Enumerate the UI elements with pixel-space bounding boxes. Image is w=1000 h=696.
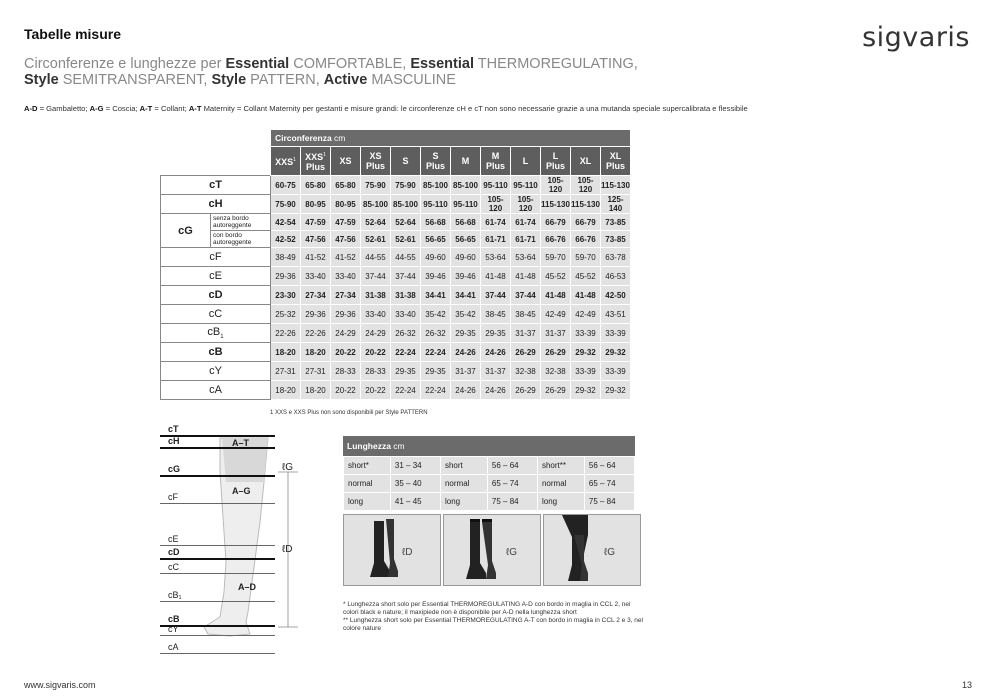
- table-cell: 95-110: [511, 176, 541, 195]
- table-cell: 61-74: [511, 214, 541, 231]
- table-cell: 85-100: [391, 195, 421, 214]
- table-cell: 37-44: [481, 286, 511, 305]
- table-cell: 73-85: [601, 214, 631, 231]
- table-cell: 125-140: [601, 195, 631, 214]
- table-row: [161, 286, 631, 305]
- table-cell: 105-120: [541, 176, 571, 195]
- table-row: [344, 493, 635, 511]
- stocking-ad-icon: [344, 515, 440, 585]
- table-cell: 24-26: [481, 343, 511, 362]
- table-cell: 85-100: [361, 195, 391, 214]
- table-cell: 29-36: [301, 305, 331, 324]
- length-label-lg: ℓG: [282, 462, 294, 473]
- table-cell: 37-44: [361, 267, 391, 286]
- table-cell: 28-33: [361, 362, 391, 381]
- table-cell: 31-37: [481, 362, 511, 381]
- size-header: M: [451, 147, 481, 176]
- table-cell: 85-100: [451, 176, 481, 195]
- subtitle-part: Active: [323, 72, 368, 88]
- note-1: * Lunghezza short solo per Essential THERMOREGULATING A-D con bordo in maglia in CCL 2, nei colori black e nature; il maxipiede non è disponibile per A-D nella lunghezza short: [343, 601, 631, 616]
- table-cell: 65-80: [331, 176, 361, 195]
- table-cell: long: [344, 493, 391, 511]
- table-cell: 34-41: [421, 286, 451, 305]
- table-cell: 33-39: [571, 362, 601, 381]
- table-cell: 18-20: [271, 381, 301, 400]
- legend-text: = Gambaletto;: [37, 104, 90, 113]
- table-row: [344, 475, 635, 493]
- size-header: XS Plus: [361, 147, 391, 176]
- leg-measurement-diagram: [160, 422, 310, 656]
- table-cell: 59-70: [571, 248, 601, 267]
- size-header: XXS$^1$ Plus: [301, 147, 331, 176]
- table-cell: 25-32: [271, 305, 301, 324]
- circumference-table: [160, 129, 631, 400]
- table-cell: 95-110: [451, 195, 481, 214]
- table-cell: 38-45: [481, 305, 511, 324]
- table-cell: 75-90: [271, 195, 301, 214]
- table-row: [161, 324, 631, 343]
- table-cell: 115-130: [601, 176, 631, 195]
- table-cell: 39-46: [421, 267, 451, 286]
- table-cell: 20-22: [361, 381, 391, 400]
- table-cell: 31 – 34: [390, 457, 440, 475]
- table-cell: 26-32: [391, 324, 421, 343]
- table-cell: 61-71: [481, 231, 511, 248]
- brand-logo: sigvaris: [862, 22, 970, 53]
- legend-key: A-D: [24, 104, 38, 113]
- table-cell: 27-34: [331, 286, 361, 305]
- table-cell: 18-20: [301, 343, 331, 362]
- length-notes: [343, 601, 643, 633]
- table-cell: 44-55: [361, 248, 391, 267]
- table-row: [161, 214, 631, 231]
- table-cell: 41-48: [511, 267, 541, 286]
- measure-label: cA: [168, 642, 179, 652]
- table-cell: 66-76: [541, 231, 571, 248]
- table-cell: 56 – 64: [487, 457, 537, 475]
- size-header: S Plus: [421, 147, 451, 176]
- subtitle-part: Style: [211, 72, 247, 88]
- table-cell: 115-130: [541, 195, 571, 214]
- table-cell: 38-49: [271, 248, 301, 267]
- table-cell: 37-44: [511, 286, 541, 305]
- table-cell: 41-48: [541, 286, 571, 305]
- table-cell: 75-90: [391, 176, 421, 195]
- row-sublabel: senza bordo autoreggente: [211, 214, 271, 231]
- table-cell: 49-60: [451, 248, 481, 267]
- table-row: [161, 231, 631, 248]
- measure-line: [160, 653, 275, 654]
- table-cell: 18-20: [301, 381, 331, 400]
- table-cell: 33-40: [331, 267, 361, 286]
- table-row: [161, 195, 631, 214]
- subtitle-part: PATTERN,: [246, 72, 324, 88]
- table-cell: 27-34: [301, 286, 331, 305]
- measure-label: cG: [168, 464, 181, 474]
- size-header: XL: [571, 147, 601, 176]
- table-cell: 33-40: [391, 305, 421, 324]
- measure-line: [160, 635, 275, 636]
- table-row: [161, 381, 631, 400]
- length-table-title: [343, 436, 635, 456]
- table-cell: 29-32: [571, 343, 601, 362]
- table-cell: 105-120: [571, 176, 601, 195]
- figure-label: ℓD: [402, 547, 413, 558]
- measure-label: cD: [168, 547, 180, 557]
- segment-label-ad: A–D: [238, 582, 257, 592]
- table-cell: 59-70: [541, 248, 571, 267]
- table-cell: 65 – 74: [584, 475, 634, 493]
- measure-line: [160, 475, 275, 477]
- legend-text: Maternity = Collant Maternity per gestanti e misure grandi: le circonferenze cH e cT non sono necessarie grazie a una mutanda speciale supercalibrata e flessibile: [201, 104, 748, 113]
- table-cell: 80-95: [331, 195, 361, 214]
- segment-label-ag: A–G: [232, 486, 251, 496]
- row-label: cB: [161, 343, 271, 362]
- table-cell: 18-20: [271, 343, 301, 362]
- abbreviation-legend: [24, 104, 748, 113]
- size-header: XS: [331, 147, 361, 176]
- stocking-ag-icon: [444, 515, 540, 585]
- table-cell: 24-26: [451, 343, 481, 362]
- table-cell: 41-52: [331, 248, 361, 267]
- table-cell: 22-26: [271, 324, 301, 343]
- table-cell: 23-30: [271, 286, 301, 305]
- legend-text: = Collant;: [152, 104, 189, 113]
- table-cell: 75 – 84: [487, 493, 537, 511]
- table-row: [161, 343, 631, 362]
- table-cell: short**: [537, 457, 584, 475]
- table-cell: 33-39: [601, 362, 631, 381]
- measure-line: [160, 601, 275, 602]
- measure-line: [160, 545, 275, 546]
- table-cell: long: [440, 493, 487, 511]
- subtitle-part: Essential: [225, 56, 290, 72]
- table-cell: 29-35: [481, 324, 511, 343]
- table-cell: 43-51: [601, 305, 631, 324]
- table-cell: normal: [344, 475, 391, 493]
- leg-illustration: [160, 422, 310, 656]
- subtitle-part: COMFORTABLE,: [289, 56, 411, 72]
- length-unit: cm: [393, 441, 405, 451]
- table-cell: 27-31: [301, 362, 331, 381]
- table-cell: 95-110: [481, 176, 511, 195]
- note-2: ** Lunghezza short solo per Essential THERMOREGULATING A-T con bordo in maglia in CCL 2 e 3, nel colore nature: [343, 617, 643, 632]
- table-cell: 38-45: [511, 305, 541, 324]
- measure-line: [160, 447, 275, 449]
- table-cell: 61-71: [511, 231, 541, 248]
- table-cell: 47-59: [331, 214, 361, 231]
- table-row: [344, 457, 635, 475]
- measure-label: cF: [168, 492, 178, 502]
- subtitle-part: MASCULINE: [367, 72, 456, 88]
- table-cell: 26-29: [541, 381, 571, 400]
- table-cell: 27-31: [271, 362, 301, 381]
- table-cell: 42-50: [601, 286, 631, 305]
- table-cell: 22-26: [301, 324, 331, 343]
- table-cell: 53-64: [511, 248, 541, 267]
- table-row: [161, 176, 631, 195]
- table-cell: 56 – 64: [584, 457, 634, 475]
- table-cell: 65-80: [301, 176, 331, 195]
- table-cell: 46-53: [601, 267, 631, 286]
- legend-key: A-G: [89, 104, 104, 113]
- row-label: cT: [161, 176, 271, 195]
- table-cell: 31-38: [391, 286, 421, 305]
- row-label: cY: [161, 362, 271, 381]
- size-header: XXS$^1$: [271, 147, 301, 176]
- measure-label: cB₁: [168, 590, 182, 600]
- table-cell: 24-29: [361, 324, 391, 343]
- measure-label: cY: [168, 624, 179, 634]
- table-cell: 75 – 84: [584, 493, 634, 511]
- table-cell: 52-64: [391, 214, 421, 231]
- table-cell: 56-68: [451, 214, 481, 231]
- footer-url[interactable]: www.sigvaris.com: [24, 680, 96, 690]
- page-title: Tabelle misure: [24, 26, 122, 42]
- table-cell: 34-41: [451, 286, 481, 305]
- table-cell: 115-130: [571, 195, 601, 214]
- table-cell: 24-26: [481, 381, 511, 400]
- subtitle-part: Essential: [410, 56, 474, 72]
- table-cell: 33-39: [601, 324, 631, 343]
- table-cell: 52-64: [361, 214, 391, 231]
- size-header: L: [511, 147, 541, 176]
- table-cell: 22-24: [421, 343, 451, 362]
- page-number: 13: [961, 680, 972, 690]
- table-cell: 52-61: [391, 231, 421, 248]
- table-cell: 105-120: [511, 195, 541, 214]
- figure-knee-high: [343, 514, 441, 586]
- table-cell: 75-90: [361, 176, 391, 195]
- table-cell: 49-60: [421, 248, 451, 267]
- table-row: [161, 267, 631, 286]
- table-cell: long: [537, 493, 584, 511]
- table-cell: 20-22: [331, 381, 361, 400]
- table-cell: 56-68: [421, 214, 451, 231]
- table-cell: 105-120: [481, 195, 511, 214]
- table-cell: 42-52: [271, 231, 301, 248]
- table-cell: 41 – 45: [390, 493, 440, 511]
- table-cell: 26-29: [541, 343, 571, 362]
- figure-label: ℓG: [604, 547, 616, 558]
- table-cell: 26-32: [421, 324, 451, 343]
- subtitle-part: SEMITRANSPARENT,: [58, 72, 212, 88]
- table-cell: 42-49: [541, 305, 571, 324]
- table-cell: 31-37: [541, 324, 571, 343]
- circumference-footnote: 1 XXS e XXS Plus non sono disponibili per Style PATTERN: [270, 410, 428, 416]
- table-cell: 35 – 40: [390, 475, 440, 493]
- row-label: $cB_1$: [161, 324, 271, 343]
- table-cell: 33-40: [301, 267, 331, 286]
- table-cell: 20-22: [331, 343, 361, 362]
- table-cell: 60-75: [271, 176, 301, 195]
- table-cell: 26-29: [511, 381, 541, 400]
- size-header: XL Plus: [601, 147, 631, 176]
- segment-label-at: A–T: [232, 438, 250, 448]
- row-label: cE: [161, 267, 271, 286]
- row-label: cF: [161, 248, 271, 267]
- figure-tights: [543, 514, 641, 586]
- measure-line: [160, 558, 275, 560]
- table-cell: 53-64: [481, 248, 511, 267]
- table-cell: 22-24: [391, 381, 421, 400]
- size-header: S: [391, 147, 421, 176]
- row-label: cC: [161, 305, 271, 324]
- table-cell: 24-26: [451, 381, 481, 400]
- length-figures: [343, 514, 635, 586]
- table-cell: 20-22: [361, 343, 391, 362]
- table-cell: 56-65: [421, 231, 451, 248]
- table-cell: 80-95: [301, 195, 331, 214]
- subtitle-part: THERMOREGULATING,: [473, 56, 638, 72]
- table-cell: 41-48: [481, 267, 511, 286]
- table-cell: 65 – 74: [487, 475, 537, 493]
- stocking-at-icon: [544, 515, 640, 585]
- table-cell: normal: [537, 475, 584, 493]
- table-cell: 45-52: [541, 267, 571, 286]
- table-cell: 35-42: [421, 305, 451, 324]
- table-cell: 29-32: [601, 381, 631, 400]
- table-cell: 61-74: [481, 214, 511, 231]
- table-cell: 37-44: [391, 267, 421, 286]
- size-header: L Plus: [541, 147, 571, 176]
- table-cell: 47-56: [301, 231, 331, 248]
- table-cell: 35-42: [451, 305, 481, 324]
- table-cell: 29-35: [421, 362, 451, 381]
- measure-label: cH: [168, 436, 180, 446]
- table-cell: 47-59: [301, 214, 331, 231]
- length-table: [343, 436, 635, 586]
- table-cell: 32-38: [511, 362, 541, 381]
- length-title-text: Lunghezza: [347, 441, 391, 451]
- row-label: cA: [161, 381, 271, 400]
- row-sublabel: con bordo autoreggente: [211, 231, 271, 248]
- table-cell: 31-37: [451, 362, 481, 381]
- measure-line: [160, 503, 275, 504]
- table-cell: 66-76: [571, 231, 601, 248]
- table-cell: 24-29: [331, 324, 361, 343]
- table-row: [161, 248, 631, 267]
- legend-key: A-T: [188, 104, 202, 113]
- table-cell: 45-52: [571, 267, 601, 286]
- page-subtitle: [24, 56, 664, 88]
- circumference-title: Circonferenza cm: [271, 130, 631, 147]
- table-cell: 33-40: [361, 305, 391, 324]
- table-cell: 26-29: [511, 343, 541, 362]
- table-cell: 95-110: [421, 195, 451, 214]
- size-header: M Plus: [481, 147, 511, 176]
- measure-line: [160, 573, 275, 574]
- measure-label: cB: [168, 614, 180, 624]
- table-cell: 56-65: [451, 231, 481, 248]
- figure-label: ℓG: [506, 547, 518, 558]
- table-cell: 22-24: [391, 343, 421, 362]
- table-cell: 66-79: [541, 214, 571, 231]
- table-cell: 31-37: [511, 324, 541, 343]
- measure-label: cE: [168, 534, 179, 544]
- table-cell: 41-52: [301, 248, 331, 267]
- subtitle-part: Style: [24, 72, 59, 88]
- subtitle-part: Circonferenze e lunghezze per: [24, 56, 226, 72]
- table-cell: normal: [440, 475, 487, 493]
- table-cell: 32-38: [541, 362, 571, 381]
- table-cell: 52-61: [361, 231, 391, 248]
- table-cell: 33-39: [571, 324, 601, 343]
- measure-label: cT: [168, 424, 179, 434]
- length-label-ld: ℓD: [282, 544, 293, 555]
- table-cell: 22-24: [421, 381, 451, 400]
- measure-label: cC: [168, 562, 179, 572]
- table-cell: 29-32: [571, 381, 601, 400]
- table-cell: 42-54: [271, 214, 301, 231]
- table-cell: 63-78: [601, 248, 631, 267]
- table-cell: 66-79: [571, 214, 601, 231]
- table-cell: 29-36: [331, 305, 361, 324]
- table-row: [161, 362, 631, 381]
- table-cell: 47-56: [331, 231, 361, 248]
- row-label: cH: [161, 195, 271, 214]
- table-cell: 28-33: [331, 362, 361, 381]
- legend-key: A-T: [139, 104, 153, 113]
- table-cell: 41-48: [571, 286, 601, 305]
- table-cell: 39-46: [451, 267, 481, 286]
- table-cell: 44-55: [391, 248, 421, 267]
- table-cell: 73-85: [601, 231, 631, 248]
- table-cell: short*: [344, 457, 391, 475]
- table-cell: 29-32: [601, 343, 631, 362]
- table-cell: 31-38: [361, 286, 391, 305]
- table-cell: 29-36: [271, 267, 301, 286]
- table-cell: 42-49: [571, 305, 601, 324]
- row-label: cG: [161, 214, 211, 248]
- figure-thigh-high: [443, 514, 541, 586]
- legend-text: = Coscia;: [103, 104, 140, 113]
- table-cell: 29-35: [451, 324, 481, 343]
- table-cell: 29-35: [391, 362, 421, 381]
- table-cell: short: [440, 457, 487, 475]
- row-label: cD: [161, 286, 271, 305]
- table-cell: 85-100: [421, 176, 451, 195]
- table-row: [161, 305, 631, 324]
